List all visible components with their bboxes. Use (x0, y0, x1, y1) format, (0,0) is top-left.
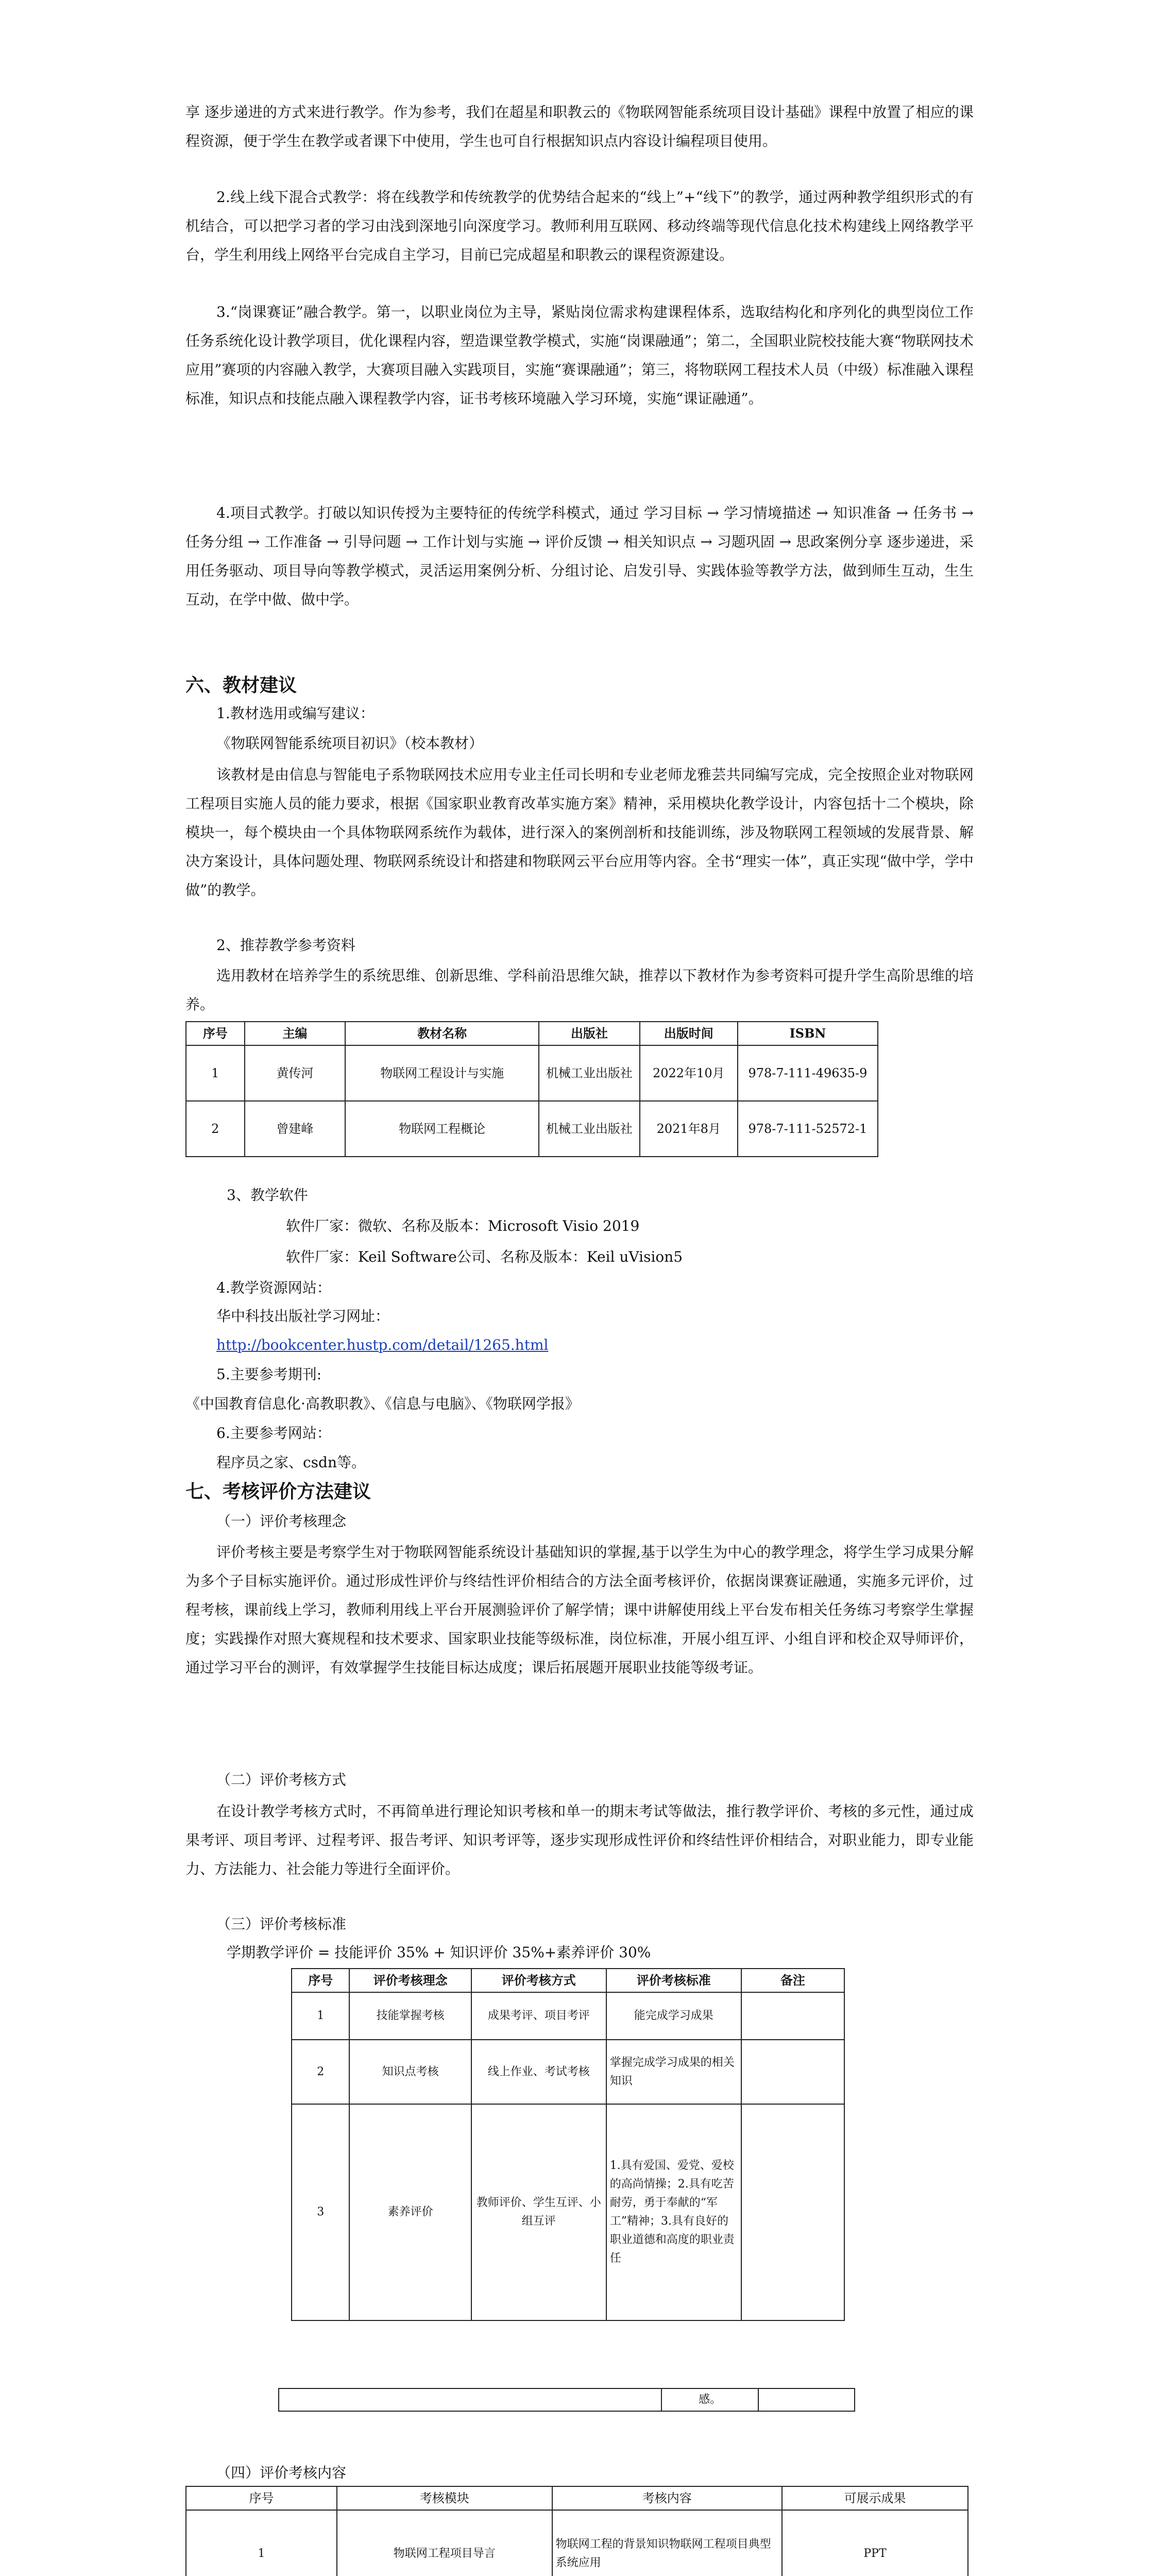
site-link[interactable]: http://bookcenter.hustp.com/detail/1265.html (216, 1336, 549, 1353)
section-7-title: 七、考核评价方法建议 (185, 1481, 371, 1502)
table-header: 序号 (186, 1022, 245, 1045)
table-row (279, 2388, 855, 2411)
cell-editor: 黄传河 (245, 1045, 346, 1101)
s6-book-desc: 该教材是由信息与智能电子系物联网技术应用专业主任司长明和专业老师龙雅芸共同编写完成，完全按照企业对物联网工程项目实施人员的能力要求，根据《国家职业教育改革实施方案》精神，采用模块化教学设计，内容包括十二个模块，除模块一，每个模块由一个具体物联网系统作为载体，进行深入的案例剖析和技能训练，涉及物联网工程领域的发展背景、解决方案设计，具体问题处理、物联网系统设计和搭建和物联网云平台应用等内容。全书“理实一体”，真正实现“做中学，学中做”的教学。 (185, 766, 974, 899)
cell-method: 线上作业、考试考核 (471, 2040, 606, 2104)
table-header: 教材名称 (345, 1022, 539, 1045)
cell-editor: 曾建峰 (245, 1101, 346, 1157)
table-header: 出版时间 (640, 1022, 738, 1045)
table-header-row (186, 2486, 968, 2510)
cell-isbn: 978-7-111-52572-1 (738, 1101, 878, 1157)
table-row (292, 1992, 844, 2040)
cell-no: 1 (292, 1992, 349, 2040)
cell-standard: 1.具有爱国、爱党、爱校的高尚情操；2.具有吃苦耐劳，勇于奉献的“军工”精神；3.具有良好的职业道德和高度的职业责任 (606, 2104, 741, 2320)
evaluation-standard-table (291, 1968, 845, 2321)
s7-sub-4: （四）评价考核内容 (216, 2464, 347, 2481)
table-header: 评价考核方式 (471, 1969, 606, 1992)
cell-date: 2022年10月 (640, 1045, 738, 1101)
s6-item-2-desc: 选用教材在培养学生的系统思维、创新思维、学科前沿思维欠缺，推荐以下教材作为参考资料可提升学生高阶思维的培养。 (185, 967, 974, 1013)
cell-publisher: 机械工业出版社 (539, 1101, 640, 1157)
s6-item-2: 2、推荐教学参考资料 (216, 937, 355, 954)
cell-no: 1 (186, 1045, 245, 1101)
table-row (292, 2104, 844, 2320)
table-header: 考核模块 (337, 2486, 552, 2510)
cell-idea: 技能掌握考核 (349, 1992, 471, 2040)
table-row (186, 2510, 968, 2576)
intro-paragraph-2: 2.线上线下混合式教学：将在线教学和传统教学的优势结合起来的“线上”+“线下”的教学，通过两种教学组织形式的有机结合，可以把学习者的学习由浅到深地引向深度学习。教师利用互联网、移动终端等现代信息化技术构建线上网络教学平台，学生利用线上网络平台完成自主学习，目前已完成超星和职教云的课程资源建设。 (185, 189, 974, 263)
cell-book-name: 物联网工程概论 (345, 1101, 539, 1157)
cell-note (741, 1992, 844, 2040)
cell-method: 成果考评、项目考评 (471, 1992, 606, 2040)
table-row (292, 2040, 844, 2104)
cell-content: 物联网工程的背景知识物联网工程项目典型系统应用 (552, 2510, 782, 2576)
s7-sub-1: （一）评价考核理念 (216, 1513, 347, 1530)
software-1: 软件厂家：微软、名称及版本：Microsoft Visio 2019 (286, 1217, 640, 1234)
cell-standard: 掌握完成学习成果的相关知识 (606, 2040, 741, 2104)
table-header-row (292, 1969, 844, 1992)
cell-publisher: 机械工业出版社 (539, 1045, 640, 1101)
reference-books-table (185, 1021, 878, 1157)
site-name: 华中科技出版社学习网址： (216, 1308, 390, 1325)
evaluation-formula: 学期教学评价 = 技能评价 35% + 知识评价 35%+素养评价 30% (227, 1944, 651, 1961)
s6-item-6: 6.主要参考网站： (216, 1425, 331, 1442)
intro-paragraph-1: 享 逐步递进的方式来进行教学。作为参考，我们在超星和职教云的《物联网智能系统项目设计基础》课程中放置了相应的课程资源，便于学生在教学或者课下中使用，学生也可自行根据知识点内容设计编程项目使用。 (185, 104, 974, 149)
s7-sub-1-desc: 评价考核主要是考察学生对于物联网智能系统设计基础知识的掌握,基于以学生为中心的教学理念，将学生学习成果分解为多个子目标实施评价。通过形成性评价与终结性评价相结合的方法全面考核评价，依据岗课赛证融通，实施多元评价，过程考核，课前线上学习，教师利用线上平台开展测验评价了解学情；课中讲解使用线上平台发布相关任务练习考察学生掌握度；实践操作对照大赛规程和技术要求、国家职业技能等级标准，岗位标准，开展小组互评、小组自评和校企双导师评价，通过学习平台的测评，有效掌握学生技能目标达成度；课后拓展题开展职业技能等级考证。 (185, 1544, 974, 1676)
cell-module: 物联网工程项目导言 (337, 2510, 552, 2576)
cell-result: PPT (782, 2510, 968, 2576)
intro-paragraph-4: 4.项目式教学。打破以知识传授为主要特征的传统学科模式，通过 学习目标 → 学习情境描述 → 知识准备 → 任务书 → 任务分组 → 工作准备 → 引导问题 → 工作计划与实施 → 评价反馈 → 相关知识点 → 习题巩固 → 思政案例分享 逐步递进，采用任务驱动、项目导向等教学模式，灵活运用案例分析、分组讨论、启发引导、实践体验等教学方法，做到师生互动，生生互动，在学中做、做中学。 (185, 504, 974, 608)
evaluation-content-table (185, 2486, 968, 2576)
cell-no: 1 (186, 2510, 337, 2576)
s6-book-title: 《物联网智能系统项目初识》（校本教材） (216, 735, 484, 752)
cell-idea: 知识点考核 (349, 2040, 471, 2104)
s6-item-1: 1.教材选用或编写建议： (216, 705, 375, 722)
table-header: 可展示成果 (782, 2486, 968, 2510)
cell-method: 教师评价、学生互评、小组互评 (471, 2104, 606, 2320)
empty-cell (279, 2388, 661, 2411)
table-header: 评价考核理念 (349, 1969, 471, 1992)
cell-isbn: 978-7-111-49635-9 (738, 1045, 878, 1101)
websites: 程序员之家、csdn等。 (216, 1454, 366, 1471)
table-header-row (186, 1022, 878, 1045)
table-row (186, 1101, 878, 1157)
cell-idea: 素养评价 (349, 2104, 471, 2320)
table-header: 考核内容 (552, 2486, 782, 2510)
table-header: ISBN (738, 1022, 878, 1045)
cell-note (741, 2040, 844, 2104)
s7-sub-2: （二）评价考核方式 (216, 1771, 347, 1788)
section-6-title: 六、教材建议 (185, 674, 297, 696)
s6-item-3: 3、教学软件 (227, 1187, 308, 1204)
cell-standard-continued: 感。 (661, 2388, 758, 2411)
journals: 《中国教育信息化·高教职教》、《信息与电脑》、《物联网学报》 (185, 1395, 580, 1412)
s6-item-5: 5.主要参考期刊: (216, 1366, 322, 1383)
table-header: 序号 (292, 1969, 349, 1992)
table-header: 出版社 (539, 1022, 640, 1045)
cell-no: 3 (292, 2104, 349, 2320)
table-row (186, 1045, 878, 1101)
s6-item-4: 4.教学资源网站： (216, 1279, 331, 1296)
s7-sub-2-desc: 在设计教学考核方式时，不再简单进行理论知识考核和单一的期末考试等做法，推行教学评价、考核的多元性，通过成果考评、项目考评、过程考评、报告考评、知识考评等，逐步实现形成性评价和终结性评价相结合，对职业能力，即专业能力、方法能力、社会能力等进行全面评价。 (185, 1803, 974, 1877)
cell-book-name: 物联网工程设计与实施 (345, 1045, 539, 1101)
cell-note (741, 2104, 844, 2320)
evaluation-standard-table-continued (278, 2388, 855, 2412)
table-header: 评价考核标准 (606, 1969, 741, 1992)
s7-sub-3: （三）评价考核标准 (216, 1916, 347, 1933)
software-2: 软件厂家：Keil Software公司、名称及版本：Keil uVision5 (286, 1248, 683, 1265)
cell-standard: 能完成学习成果 (606, 1992, 741, 2040)
cell-date: 2021年8月 (640, 1101, 738, 1157)
intro-paragraph-3: 3.“岗课赛证”融合教学。第一，以职业岗位为主导，紧贴岗位需求构建课程体系，选取结构化和序列化的典型岗位工作任务系统化设计教学项目，优化课程内容，塑造课堂教学模式，实施“岗课融通”；第二，全国职业院校技能大赛“物联网技术应用”赛项的内容融入教学，大赛项目融入实践项目，实施“赛课融通”；第三，将物联网工程技术人员（中级）标准融入课程标准，知识点和技能点融入课程教学内容，证书考核环境融入学习环境，实施“课证融通”。 (185, 303, 974, 407)
cell-no: 2 (292, 2040, 349, 2104)
cell-no: 2 (186, 1101, 245, 1157)
table-header: 序号 (186, 2486, 337, 2510)
table-header: 备注 (741, 1969, 844, 1992)
table-header: 主编 (245, 1022, 346, 1045)
empty-cell (758, 2388, 855, 2411)
